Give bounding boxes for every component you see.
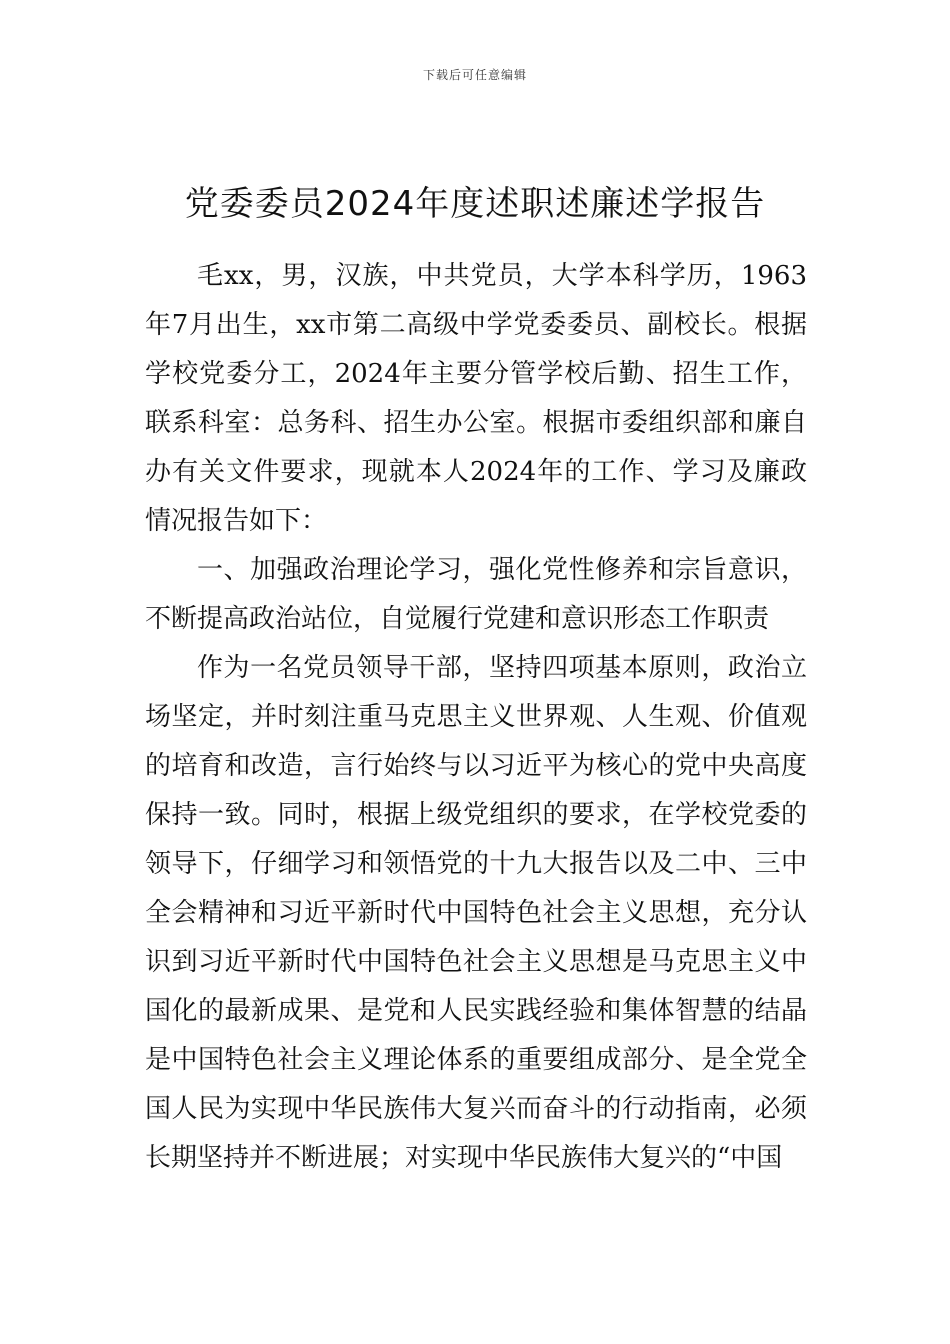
section-heading-1: 一、加强政治理论学习，强化党性修养和宗旨意识，不断提高政治站位，自觉履行党建和意识形态工作职责	[145, 555, 807, 634]
paragraph-section-1: 作为一名党员领导干部，坚持四项基本原则，政治立场坚定，并时刻注重马克思主义世界观、人生观、价值观的培育和改造，言行始终与以习近平为核心的党中央高度保持一致。同时，根据上级党组织的要求，在学校党委的领导下，仔细学习和领悟党的十九大报告以及二中、三中全会精神和习近平新时代中国特色社会主义思想，充分认识到习近平新时代中国特色社会主义思想是马克思主义中国化的最新成果、是党和人民实践经验和集体智慧的结晶是中国特色社会主义理论体系的重要组成部分、是全党全国人民为实现中华民族伟大复兴而奋斗的行动指南，必须长期坚持并不断进展；对实现中华民族伟大复兴的“中国	[145, 653, 807, 1173]
document-title: 党委委员2024年度述职述廉述学报告	[184, 184, 766, 224]
header-note: 下载后可任意编辑	[422, 68, 527, 82]
document-body	[145, 252, 807, 1183]
paragraph-intro: 毛xx，男，汉族，中共党员，大学本科学历，1963年7月出生，xx市第二高级中学党委委员、副校长。根据学校党委分工，2024年主要分管学校后勤、招生工作，联系科室：总务科、招生办公室。根据市委组织部和廉自办有关文件要求，现就本人2024年的工作、学习及廉政情况报告如下：	[145, 261, 807, 536]
